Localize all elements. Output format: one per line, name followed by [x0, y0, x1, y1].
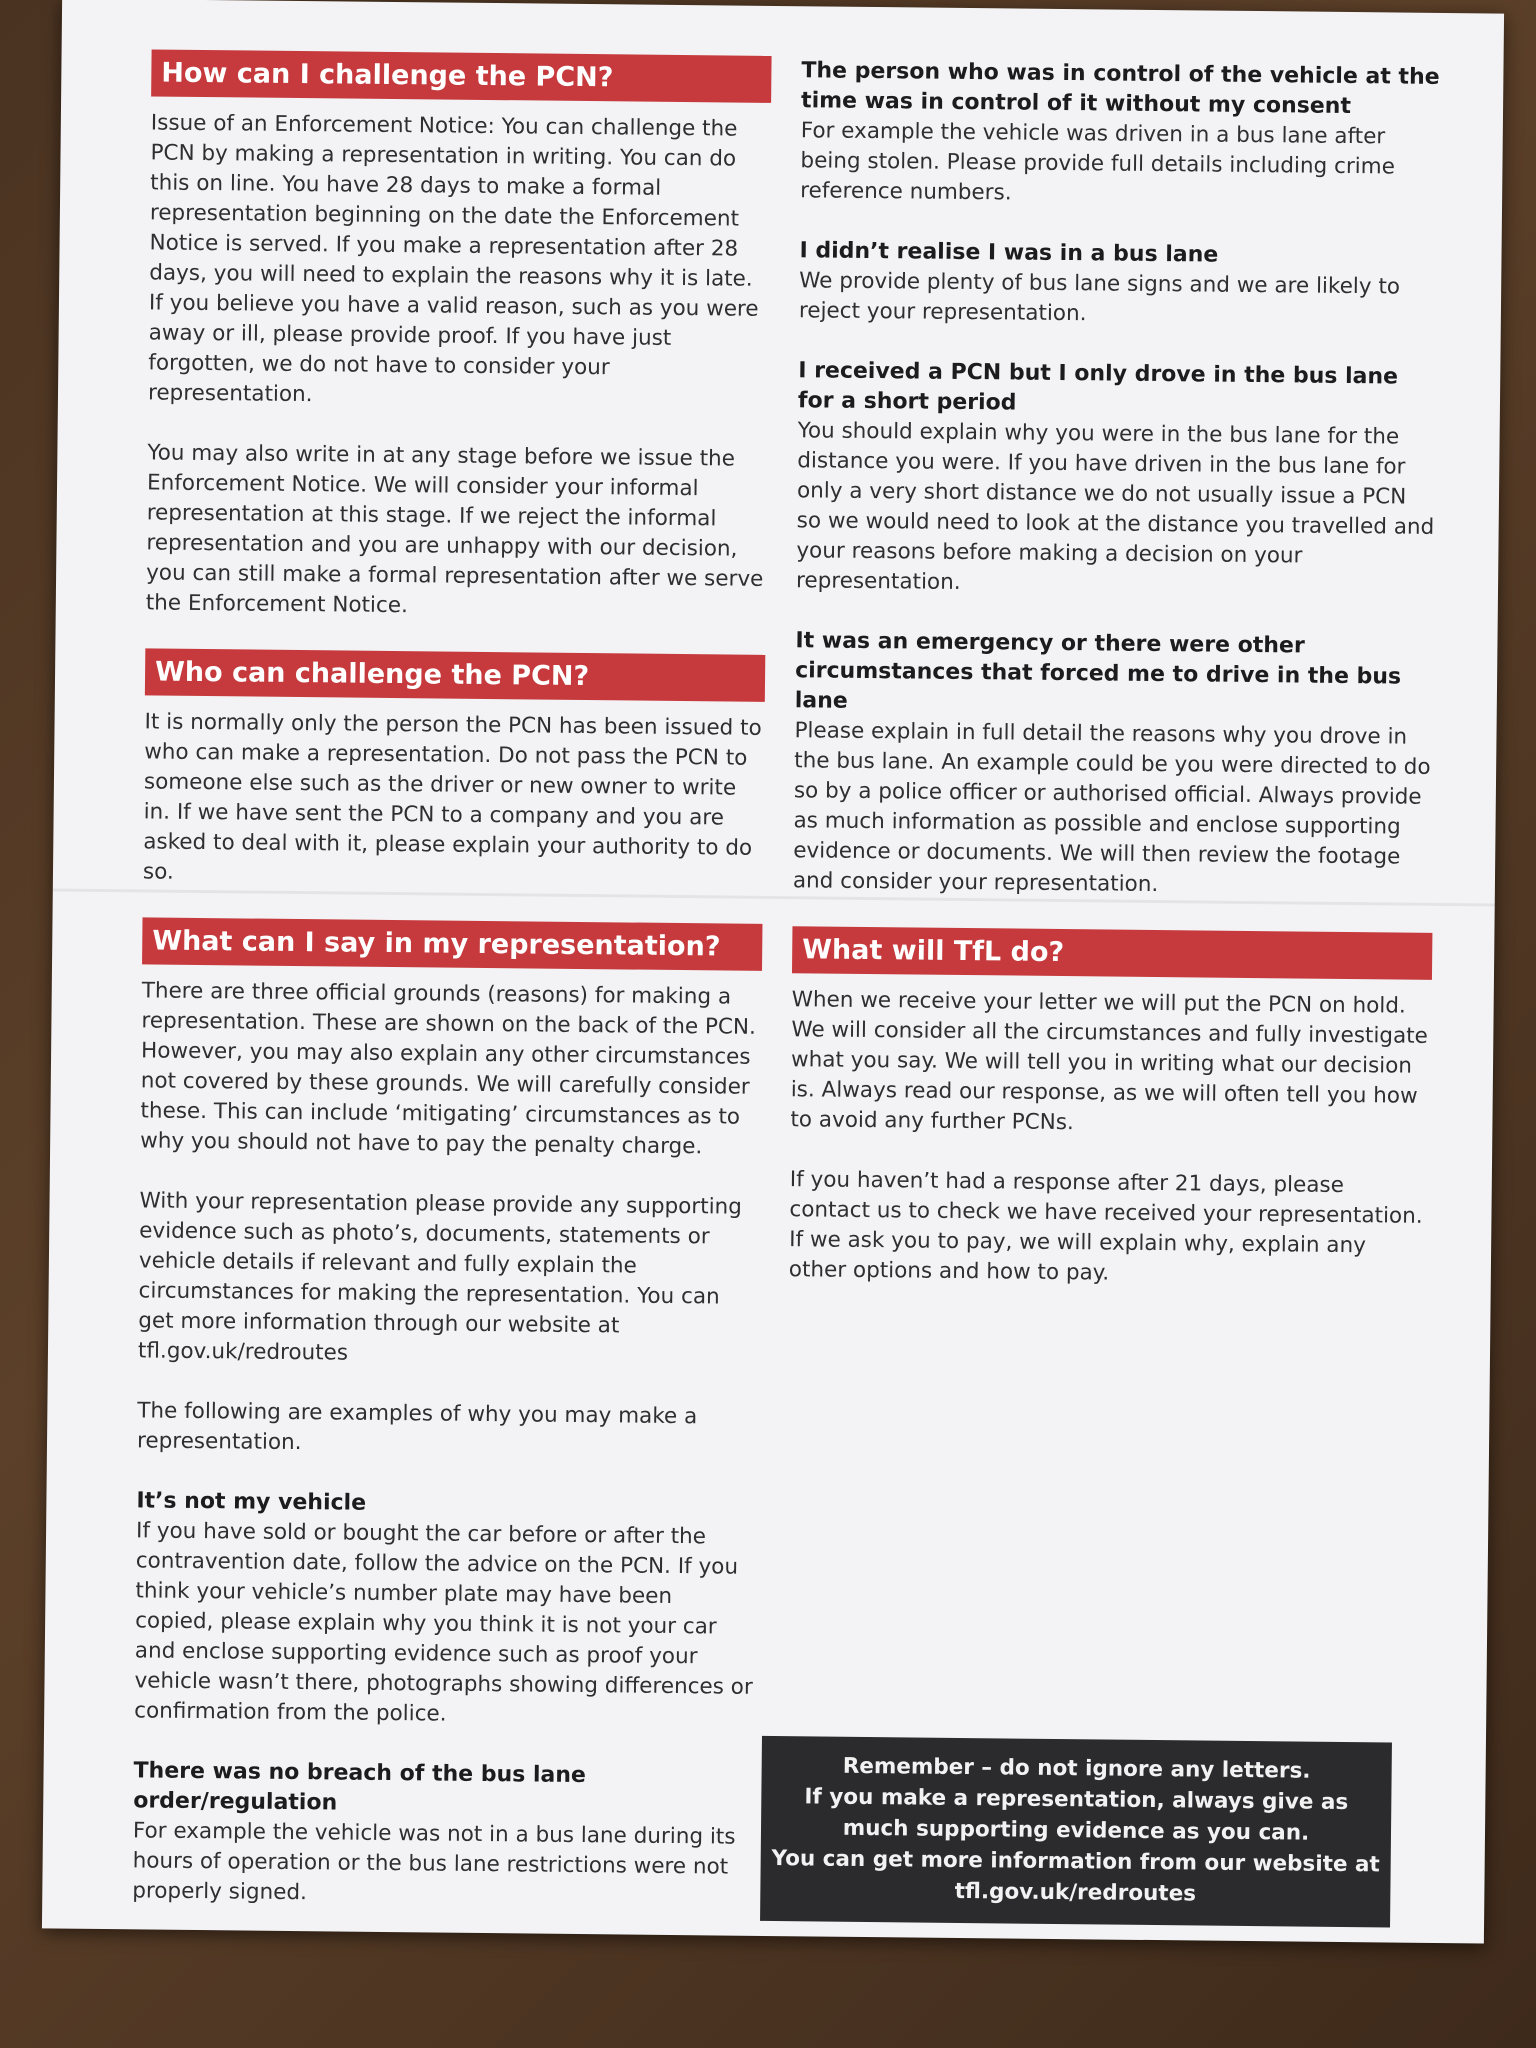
how-challenge-para-1: Issue of an Enforcement Notice: You can challenge the PCN by making a representation in writing. You can do this on line. You have 28 days to make a formal representation beginning on the date the Enforcement Notice is served. If you make a representation after 28 days, you will need to explain the reasons why it is late. If you believe you have a valid reason, such as you were away or ill, please provide proof. If you have just forgotten, we do not have to consider your representation. [147, 110, 759, 408]
example-no-breach-body: For example the vehicle was not in a bus lane during its hours of operation or the bus lane restrictions were not properly signed. [132, 1818, 736, 1906]
reminder-line-2: If you make a representation, always give as much supporting evidence as you can. [804, 1784, 1349, 1846]
what-say-para-2: With your representation please provide any supporting evidence such as photo’s, documents, statements or vehicle details if relevant and fully explain the circumstances for making the representation. You can get more information through our website at tfl.gov.uk/redroutes [137, 1188, 743, 1366]
reminder-line-3: You can get more information from our website at tfl.gov.uk/redroutes [771, 1846, 1380, 1907]
example-short-period-body: You should explain why you were in the bus lane for the distance you were. If you have driven in the bus lane for only a very short distance we do not usually issue a PCN so we would need to look at the distance you travelled and your reasons before making a decision on your representation. [795, 418, 1435, 595]
reminder-line-1: Remember – do not ignore any letters. [842, 1753, 1311, 1784]
example-emergency-title: It was an emergency or there were other circumstances that forced me to drive in the bus lane [794, 628, 1402, 714]
example-emergency-body: Please explain in full detail the reasons why you drove in the bus lane. An example could be you were directed to do so by a police officer or authorised official. Always provide as much information as possible and enclose supporting evidence or documents. We will then review the footage and consider your representation. [792, 718, 1431, 898]
heading-what-say: What can I say in my representation? [142, 917, 762, 970]
what-tfl-do-para-2: If you haven’t had a response after 21 days, please contact us to check we have received your representation. If we ask you to pay, we will explain why, explain any other options and how to pay. [788, 1167, 1423, 1286]
heading-how-challenge: How can I challenge the PCN? [151, 49, 771, 102]
example-didnt-realise-body: We provide plenty of bus lane signs and we are likely to reject your representation. [798, 268, 1401, 327]
section-what-tfl-do [789, 926, 1433, 1292]
section-how-challenge [146, 49, 772, 624]
leaflet-page [42, 0, 1504, 1943]
example-not-my-vehicle-title: It’s not my vehicle [136, 1488, 367, 1516]
reminder-callout [760, 1736, 1392, 1928]
example-not-my-vehicle-body: If you have sold or bought the car before or after the contravention date, follow the advice on the PCN. If you think your vehicle’s number plate may have been copied, please explain why you think it is not your car and enclose supporting evidence such as proof your vehicle wasn’t there, photographs showing differences or confirmation from the police. [134, 1518, 753, 1727]
example-no-consent-body: For example the vehicle was driven in a bus lane after being stolen. Please provide full details including crime reference numbers. [800, 118, 1396, 206]
left-column [132, 49, 772, 1942]
who-challenge-para: It is normally only the person the PCN has been issued to who can make a representation. Do not pass the PCN to someone else such as the driver or new owner to write in. If we have sent the PCN to a company and you are asked to deal with it, please explain your authority to do so. [142, 709, 762, 885]
what-say-para-1: There are three official grounds (reasons) for making a representation. These are shown on the back of the PCN. However, you may also explain any other circumstances not covered by these grounds. We will carefully consider these. This can include ‘mitigating’ circumstances as to why you should not have to pay the penalty charge. [140, 978, 757, 1160]
section-who-challenge [143, 648, 765, 893]
how-challenge-para-2: You may also write in at any stage before we issue the Enforcement Notice. We will consider your informal representation at this stage. If we reject the informal representation and you are unhappy with our decision, you can still make a formal representation after we serve the Enforcement Notice. [145, 440, 764, 619]
what-say-para-3: The following are examples of why you may make a representation. [136, 1398, 698, 1456]
right-column [788, 56, 1441, 1322]
example-no-consent-title: The person who was in control of the vehicle at the time was in control of it without my consent [800, 58, 1440, 120]
heading-what-tfl-do: What will TfL do? [792, 926, 1432, 980]
example-no-breach-title: There was no breach of the bus lane order/regulation [133, 1758, 587, 1816]
section-what-say [132, 917, 762, 1912]
example-short-period-title: I received a PCN but I only drove in the bus lane for a short period [797, 358, 1399, 416]
what-tfl-do-para-1: When we receive your letter we will put the PCN on hold. We will consider all the circumstances and fully investigate what you say. We will tell you in writing what our decision is. Always read our response, as we will often tell you how to avoid any further PCNs. [790, 987, 1428, 1136]
example-didnt-realise-title: I didn’t realise I was in a bus lane [799, 238, 1219, 268]
heading-who-challenge: Who can challenge the PCN? [145, 648, 765, 701]
